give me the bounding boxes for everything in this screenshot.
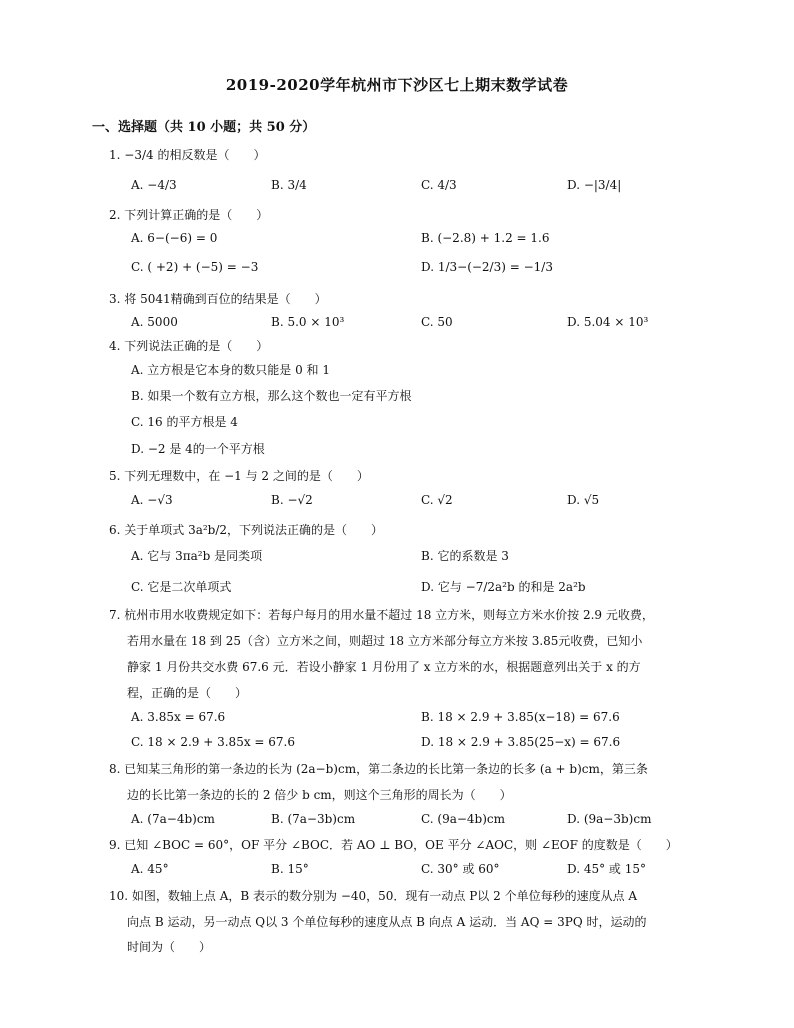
question-3-stem: 3. 将 5041精确到百位的结果是（ ） xyxy=(109,292,327,306)
question-9-option-b: B. 15° xyxy=(271,862,309,876)
question-2-stem: 2. 下列计算正确的是（ ） xyxy=(109,208,269,222)
question-7-stem-line-1: 7. 杭州市用水收费规定如下：若每户每月的用水量不超过 18 立方米，则每立方米水价按 2.9 元收费， xyxy=(109,608,654,622)
question-8-option-b: B. (7a−3b)cm xyxy=(271,812,356,826)
question-3-option-c: C. 50 xyxy=(421,315,453,329)
question-8-option-c: C. (9a−4b)cm xyxy=(421,812,506,826)
question-2-option-a: A. 6−(−6) = 0 xyxy=(131,231,218,245)
question-7-option-d: D. 18 × 2.9 + 3.85(25−x) = 67.6 xyxy=(421,735,621,749)
question-3-option-d: D. 5.04 × 10³ xyxy=(567,315,649,329)
question-9-option-d: D. 45° 或 15° xyxy=(567,862,646,876)
question-4-stem: 4. 下列说法正确的是（ ） xyxy=(109,339,269,353)
question-1-stem: 1. −3/4 的相反数是（ ） xyxy=(109,148,266,162)
question-7-stem-line-4: 程，正确的是（ ） xyxy=(127,686,248,700)
question-7-option-a: A. 3.85x = 67.6 xyxy=(131,710,226,724)
question-6-option-a: A. 它与 3πa²b 是同类项 xyxy=(131,549,263,563)
question-2-option-d: D. 1/3−(−2/3) = −1/3 xyxy=(421,260,553,274)
question-1-option-a: A. −4/3 xyxy=(131,178,177,192)
question-3-option-a: A. 5000 xyxy=(131,315,178,329)
question-10-stem-line-3: 时间为（ ） xyxy=(127,940,212,954)
question-4-option-d: D. −2 是 4的一个平方根 xyxy=(131,442,265,456)
question-5-stem: 5. 下列无理数中，在 −1 与 2 之间的是（ ） xyxy=(109,469,369,483)
question-10-stem-line-1: 10. 如图，数轴上点 A，B 表示的数分别为 −40，50．现有一动点 P以 2 个单位每秒的速度从点 A xyxy=(109,889,638,903)
question-8-option-d: D. (9a−3b)cm xyxy=(567,812,652,826)
question-4-option-a: A. 立方根是它本身的数只能是 0 和 1 xyxy=(131,363,331,377)
question-1-option-c: C. 4/3 xyxy=(421,178,457,192)
question-10-stem-line-2: 向点 B 运动，另一动点 Q以 3 个单位每秒的速度从点 B 向点 A 运动．当 AQ = 3PQ 时，运动的 xyxy=(127,915,647,929)
question-7-stem-line-3: 静家 1 月份共交水费 67.6 元．若设小静家 1 月份用了 x 立方米的水，根据题意列出关于 x 的方 xyxy=(127,660,641,674)
question-5-option-c: C. √2 xyxy=(421,493,453,507)
question-9-option-c: C. 30° 或 60° xyxy=(421,862,500,876)
question-6-option-b: B. 它的系数是 3 xyxy=(421,549,509,563)
question-8-stem-line-2: 边的长比第一条边的长的 2 倍少 b cm，则这个三角形的周长为（ ） xyxy=(127,788,512,802)
question-9-option-a: A. 45° xyxy=(131,862,169,876)
question-2-option-c: C. ( +2) + (−5) = −3 xyxy=(131,260,259,274)
question-8-option-a: A. (7a−4b)cm xyxy=(131,812,215,826)
question-4-option-c: C. 16 的平方根是 4 xyxy=(131,415,238,429)
page-title: 2019-2020学年杭州市下沙区七上期末数学试卷 xyxy=(225,76,569,94)
section-heading: 一、选择题（共 10 小题；共 50 分） xyxy=(92,120,316,135)
question-5-option-b: B. −√2 xyxy=(271,493,313,507)
question-5-option-a: A. −√3 xyxy=(131,493,173,507)
question-1-option-b: B. 3/4 xyxy=(271,178,307,192)
question-9-stem: 9. 已知 ∠BOC = 60°，OF 平分 ∠BOC．若 AO ⊥ BO，OE 平分 ∠AOC，则 ∠EOF 的度数是（ ） xyxy=(109,838,678,852)
question-4-option-b: B. 如果一个数有立方根，那么这个数也一定有平方根 xyxy=(131,389,412,403)
question-5-option-d: D. √5 xyxy=(567,493,600,507)
question-6-stem: 6. 关于单项式 3a²b/2，下列说法正确的是（ ） xyxy=(109,523,384,537)
question-6-option-d: D. 它与 −7/2a²b 的和是 2a²b xyxy=(421,580,586,594)
question-7-option-b: B. 18 × 2.9 + 3.85(x−18) = 67.6 xyxy=(421,710,620,724)
question-2-option-b: B. (−2.8) + 1.2 = 1.6 xyxy=(421,231,550,245)
question-7-option-c: C. 18 × 2.9 + 3.85x = 67.6 xyxy=(131,735,295,749)
question-3-option-b: B. 5.0 × 10³ xyxy=(271,315,345,329)
question-6-option-c: C. 它是二次单项式 xyxy=(131,580,232,594)
question-7-stem-line-2: 若用水量在 18 到 25（含）立方米之间，则超过 18 立方米部分每立方米按 3.85元收费，已知小 xyxy=(127,634,643,648)
question-1-option-d: D. −|3/4| xyxy=(567,178,622,192)
question-8-stem-line-1: 8. 已知某三角形的第一条边的长为 (2a−b)cm，第二条边的长比第一条边的长多 (a + b)cm，第三条 xyxy=(109,762,648,776)
